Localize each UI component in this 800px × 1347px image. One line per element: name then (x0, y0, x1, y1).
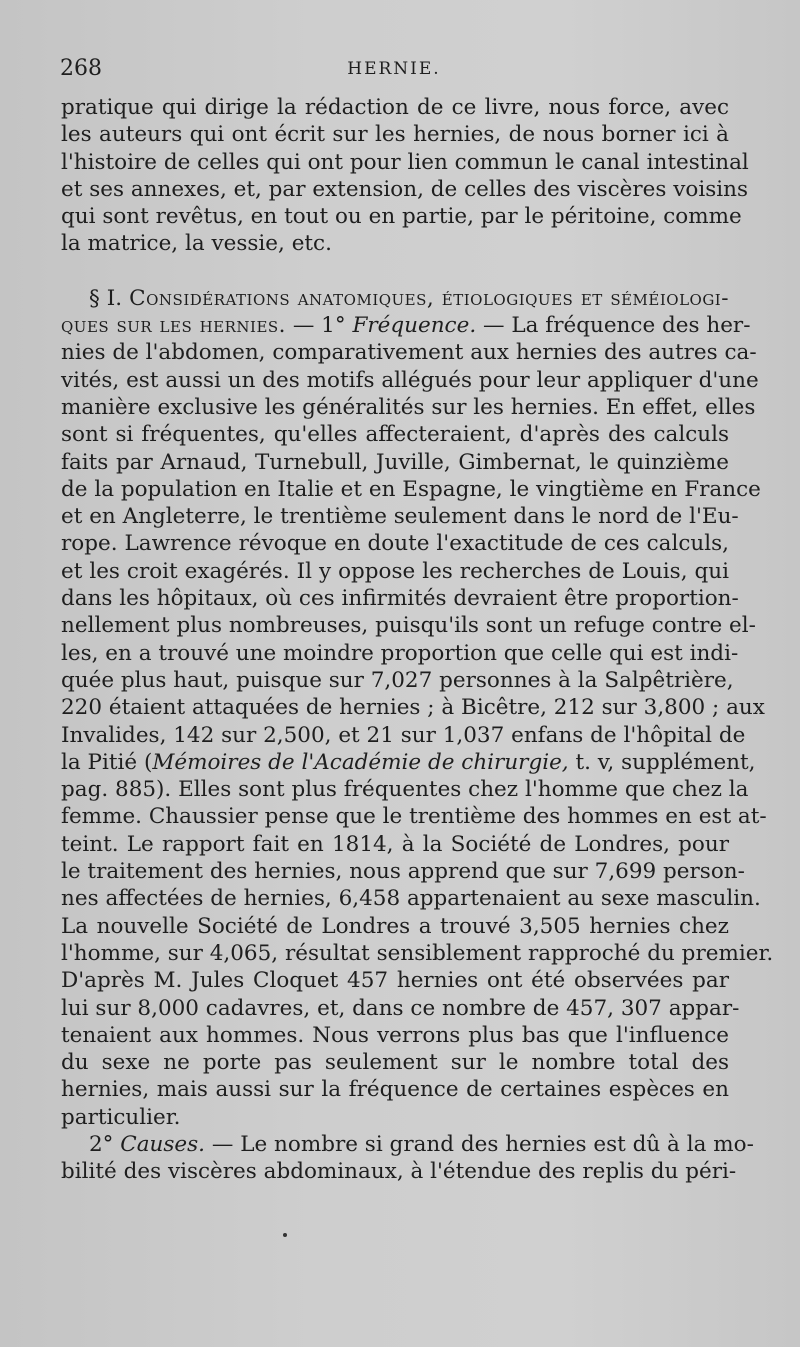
running-head: HERNIE. (347, 59, 441, 79)
text-line: de la population en Italie et en Espagne, le vingtième en France (61, 476, 761, 502)
subsection-title: Fréquence. (352, 313, 477, 339)
text-line: les auteurs qui ont écrit sur les hernies, de nous borner ici à (61, 122, 729, 148)
text-line: La nouvelle Société de Londres a trouvé 3,505 hernies chez (61, 913, 729, 939)
subsection-2-title: Causes. (120, 1131, 206, 1157)
text-line: quée plus haut, puisque sur 7,027 personnes à la Salpêtrière, (61, 667, 734, 693)
section-2-line-1 (61, 1131, 754, 1158)
text-line: les, en a trouvé une moindre proportion que celle qui est indi- (61, 640, 739, 666)
section-2-paragraph (61, 1131, 754, 1186)
text-line: Invalides, 142 sur 2,500, et 21 sur 1,037 enfans de l'hôpital de (61, 722, 746, 748)
text-line: vités, est aussi un des motifs allégués pour leur appliquer d'une (61, 367, 759, 393)
text-line: qui sont revêtus, en tout ou en partie, par le péritoine, comme (61, 204, 742, 230)
text-line: sont si fréquentes, qu'elles affecteraient, d'après des calculs (61, 422, 729, 448)
text-line: le traitement des hernies, nous apprend que sur 7,699 person- (61, 859, 745, 885)
text-line: du sexe ne porte pas seulement sur le nombre total des (61, 1050, 729, 1076)
text-line: particulier. (61, 1104, 181, 1130)
text-line: manière exclusive les généralités sur les hernies. En effet, elles (61, 394, 756, 420)
print-speck (283, 1233, 287, 1237)
section-mark: § I. (89, 285, 123, 311)
text-line: l'homme, sur 4,065, résultat sensiblement rapproché du premier. (61, 940, 774, 966)
subsection-2-text-start: — Le nombre si grand des hernies est dû à la mo- (205, 1131, 754, 1157)
text-line: hernies, mais aussi sur la fréquence de certaines espèces en (61, 1077, 729, 1103)
page-number: 268 (60, 56, 102, 81)
text-line: teint. Le rapport fait en 1814, à la Société de Londres, pour (61, 831, 729, 857)
text-line: et les croit exagérés. Il y oppose les recherches de Louis, qui (61, 558, 729, 584)
text-line: la matrice, la vessie, etc. (61, 231, 332, 257)
citation-prefix: la Pitié ( (61, 749, 153, 775)
subsection-number: — 1° (292, 313, 346, 339)
section-heading (61, 285, 729, 312)
text-line: nes affectées de hernies, 6,458 appartenaient au sexe masculin. (61, 886, 761, 912)
citation-line (61, 749, 756, 776)
text-line: dans les hôpitaux, où ces infirmités devraient être proportion- (61, 586, 739, 612)
text-line: pratique qui dirige la rédaction de ce livre, nous force, avec (61, 95, 729, 120)
page-header (60, 56, 728, 86)
text-line: femme. Chaussier pense que le trentième des hommes en est at- (61, 804, 767, 830)
section-1-lines-b (61, 776, 774, 1104)
text-line: pag. 885). Elles sont plus fréquentes chez l'homme que chez la (61, 777, 749, 803)
intro-paragraph (61, 94, 749, 258)
body-text (61, 94, 774, 1186)
section-1-lines-a (61, 339, 765, 748)
section-1-paragraph (61, 285, 774, 1131)
section-heading-line-2 (61, 312, 751, 339)
subsection-text-start: — La fréquence des her- (483, 313, 751, 339)
citation-suffix: t. v, supplément, (568, 749, 756, 775)
citation-title: Mémoires de l'Académie de chirurgie, (152, 749, 569, 775)
text-line: lui sur 8,000 cadavres, et, dans ce nombre de 457, 307 appar- (61, 995, 740, 1021)
text-line: nies de l'abdomen, comparativement aux hernies des autres ca- (61, 340, 757, 366)
text-line: faits par Arnaud, Turnebull, Juville, Gimbernat, le quinzième (61, 449, 729, 475)
section-heading-continued: ques sur les hernies. (61, 313, 286, 339)
text-line: D'après M. Jules Cloquet 457 hernies ont été observées par (61, 968, 729, 994)
section-heading-line-1: Considérations anatomiques, étiologiques et séméiologi- (129, 285, 730, 311)
text-line: et ses annexes, et, par extension, de celles des viscères voisins (61, 176, 748, 202)
text-line: et en Angleterre, le trentième seulement dans le nord de l'Eu- (61, 504, 739, 530)
section-2-line-2: bilité des viscères abdominaux, à l'étendue des replis du péri- (61, 1159, 737, 1185)
text-line: rope. Lawrence révoque en doute l'exactitude de ces calculs, (61, 531, 729, 557)
text-line: tenaient aux hommes. Nous verrons plus bas que l'influence (61, 1022, 729, 1048)
text-line: nellement plus nombreuses, puisqu'ils sont un refuge contre el- (61, 613, 756, 639)
subsection-2-number: 2° (89, 1131, 114, 1157)
text-line: l'histoire de celles qui ont pour lien commun le canal intestinal (61, 149, 749, 175)
text-line: 220 étaient attaquées de hernies ; à Bicêtre, 212 sur 3,800 ; aux (61, 695, 765, 721)
